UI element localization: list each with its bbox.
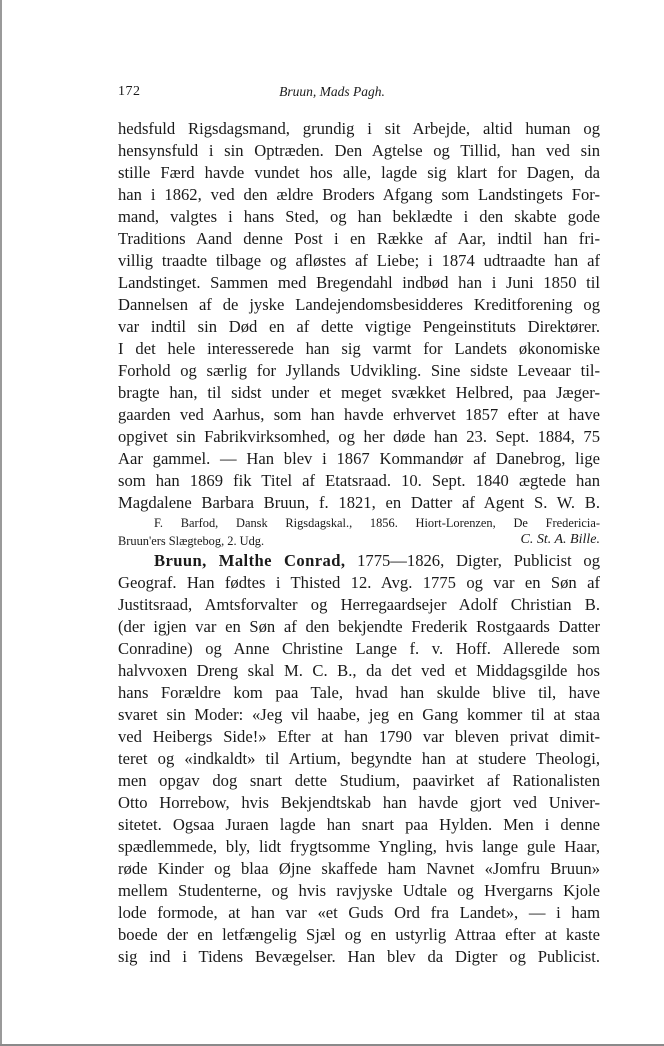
text-line: I det hele interesserede han sig varmt for Landets økonomiske: [118, 339, 600, 358]
entry-heading-rest: 1775—1826, Digter, Publicist og: [357, 551, 600, 570]
text-line: opgivet sin Fabrikvirksomhed, og her døde han 23. Sept. 1884, 75: [118, 427, 600, 446]
scan-border-left: [0, 0, 2, 1046]
text-line: spædlemmede, bly, lidt frygtsomme Yngling, hvis lange gule Haar,: [118, 837, 600, 856]
text-line: boede der en letfængelig Sjæl og en ustyrlig Attraa efter at kaste: [118, 925, 600, 944]
text-line: Otto Horrebow, hvis Bekjendtskab han havde gjort ved Univer-: [118, 793, 600, 812]
text-line: var indtil sin Død en af dette vigtige Pengeinstituts Direktører.: [118, 317, 600, 336]
text-line: mand, valgtes i hans Sted, og han beklædte i den skabte gode: [118, 207, 600, 226]
text-line: teret og «indkaldt» til Artium, begyndte han at studere Theologi,: [118, 749, 600, 768]
text-line: villig traadte tilbage og afløstes af Liebe; i 1874 udtraadte han af: [118, 251, 600, 270]
text-line: stille Færd havde vundet hos alle, lagde sig klart for Dagen, da: [118, 163, 600, 182]
text-line: sig ind i Tidens Bevægelser. Han blev da Digter og Publicist.: [118, 947, 600, 966]
author-signature: C. St. A. Bille.: [520, 532, 600, 547]
text-line: Aar gammel. — Han blev i 1867 Kommandør af Danebrog, lige: [118, 449, 600, 468]
text-line: Geograf. Han fødtes i Thisted 12. Avg. 1775 og var en Søn af: [118, 573, 600, 592]
entry-heading: Bruun, Malthe Conrad,: [154, 551, 346, 570]
text-line: bragte han, til sidst under et meget svækket Helbred, paa Jæger-: [118, 383, 600, 402]
text-line: sitetet. Ogsaa Juraen lagde han snart paa Hylden. Men i denne: [118, 815, 600, 834]
sources-line: Bruun'ers Slægtebog, 2. Udg.: [118, 534, 265, 548]
text-line: men opgav dog snart dette Studium, paavirket af Rationalisten: [118, 771, 600, 790]
article-bruun-malthe-conrad: [118, 550, 600, 968]
article-heading-line: [118, 550, 600, 572]
text-line: han i 1862, ved den ældre Broders Afgang som Landstingets For-: [118, 185, 600, 204]
text-line: gaarden ved Aarhus, som han havde erhvervet 1857 efter at have: [118, 405, 600, 424]
text-line: Forhold og særlig for Jyllands Udvikling. Sine sidste Leveaar til-: [118, 361, 600, 380]
text-line: lode formode, at han var «et Guds Ord fra Landet», — i ham: [118, 903, 600, 922]
text-line: Conradine) og Anne Christine Lange f. v. Hoff. Allerede som: [118, 639, 600, 658]
sources-line: F. Barfod, Dansk Rigsdagskal., 1856. Hiort-Lorenzen, De Fredericia-: [154, 516, 600, 530]
page-header: [0, 80, 664, 104]
article-bruun-mads-pagh: [118, 118, 600, 550]
text-line: halvvoxen Dreng skal M. C. B., da det ved et Middagsgilde hos: [118, 661, 600, 680]
text-line: Justitsraad, Amtsforvalter og Herregaardsejer Adolf Christian B.: [118, 595, 600, 614]
text-line: svaret sin Moder: «Jeg vil haabe, jeg en Gang kommer til at staa: [118, 705, 600, 724]
text-line: hans Forældre kom paa Tale, hvad han skulde blive til, have: [118, 683, 600, 702]
text-line: som han 1869 fik Titel af Etatsraad. 10. Sept. 1840 ægtede han: [118, 471, 600, 490]
text-line: Magdalene Barbara Bruun, f. 1821, en Datter af Agent S. W. B.: [118, 493, 600, 512]
text-line: Dannelsen af de jyske Landejendomsbesidderes Kreditforening og: [118, 295, 600, 314]
text-line: ved Heibergs Side!» Efter at han 1790 var bleven privat dimit-: [118, 727, 600, 746]
text-line: røde Kinder og blaa Øjne skaffede ham Navnet «Jomfru Bruun»: [118, 859, 600, 878]
text-line: hensynsfuld i sin Optræden. Den Agtelse og Tillid, han ved sin: [118, 141, 600, 160]
running-title: Bruun, Mads Pagh.: [279, 84, 385, 99]
text-line: (der igjen var en Søn af den bekjendte Frederik Rostgaards Datter: [118, 617, 600, 636]
text-line: Landstinget. Sammen med Bregendahl indbød han i Juni 1850 til: [118, 273, 600, 292]
sources-signature-row: [118, 532, 600, 550]
page-number: 172: [118, 84, 141, 99]
text-line: Traditions Aand denne Post i en Række af Aar, indtil han fri-: [118, 229, 600, 248]
text-line: mellem Studenterne, og hvis ravjyske Udtale og Hvergarns Kjole: [118, 881, 600, 900]
text-line: hedsfuld Rigsdagsmand, grundig i sit Arbejde, altid human og: [118, 119, 600, 138]
